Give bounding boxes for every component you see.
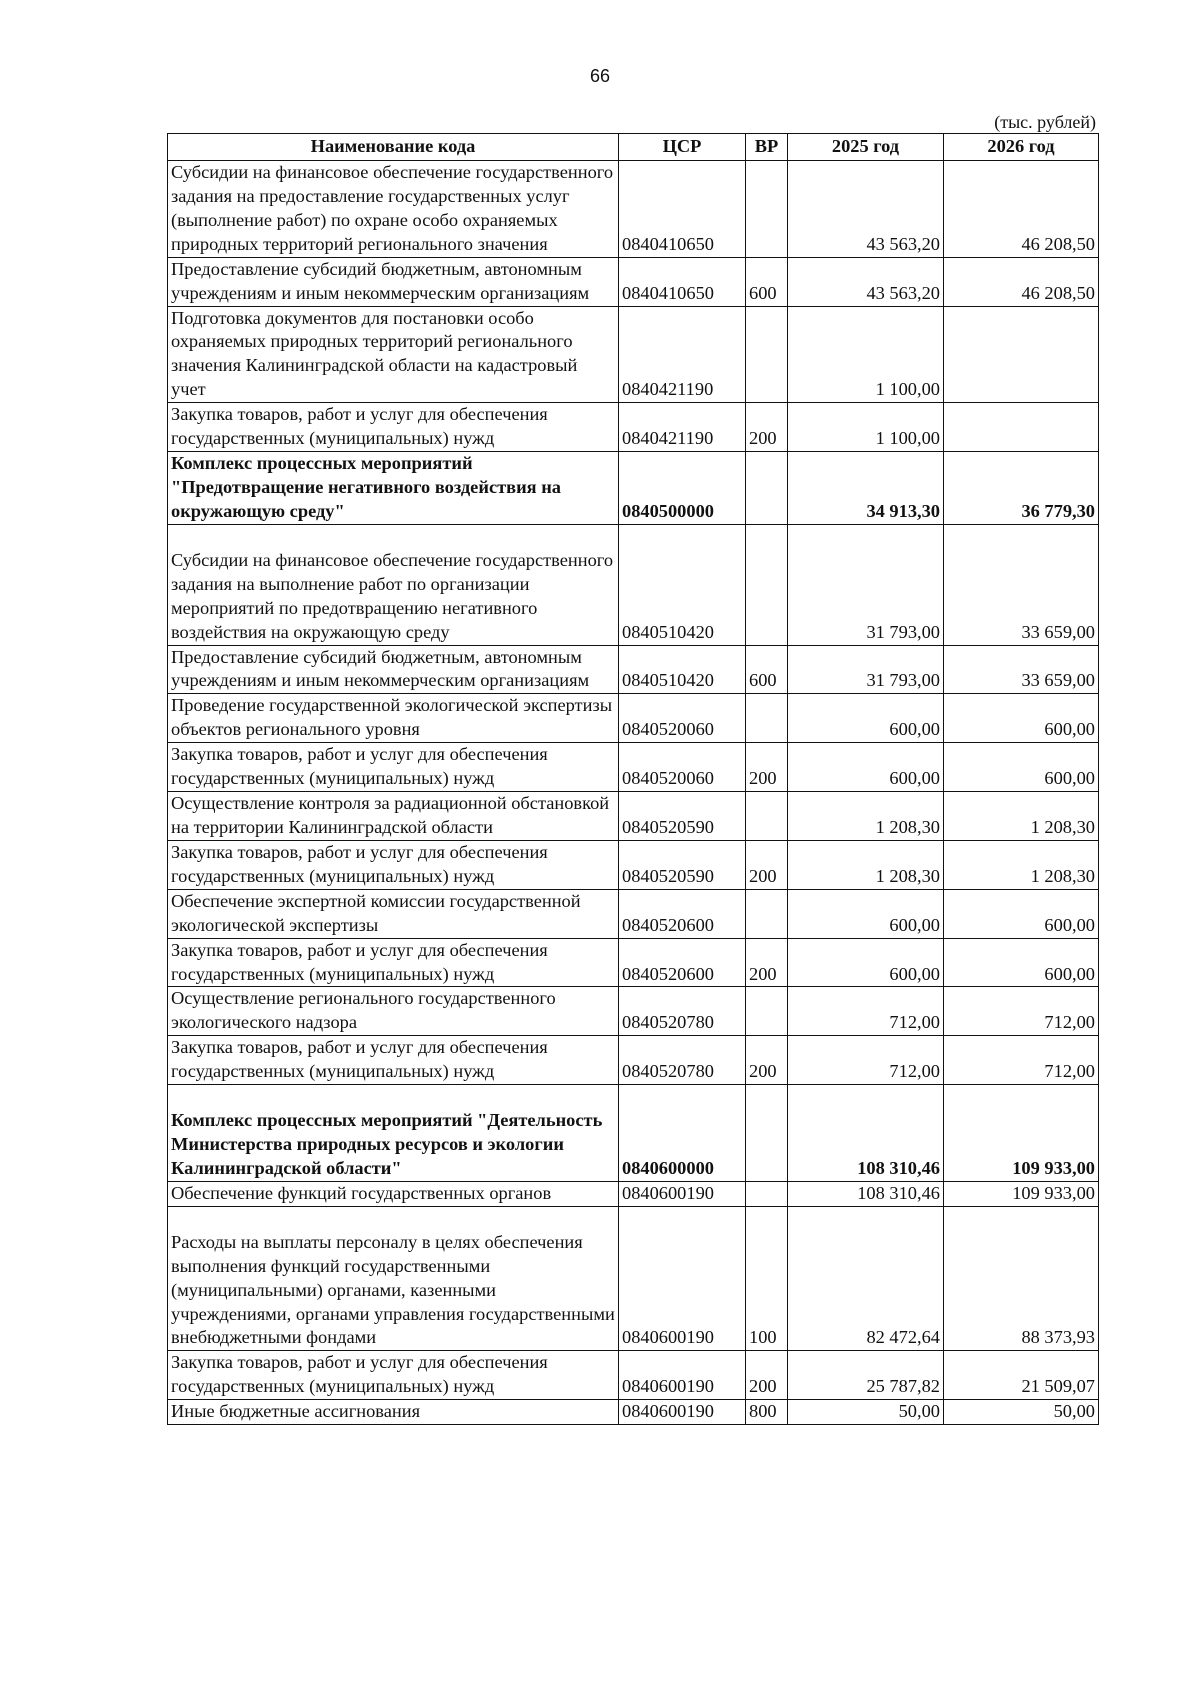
table-row (168, 403, 1099, 452)
cell-csr: 0840520780 (619, 1036, 746, 1085)
cell-2025: 50,00 (788, 1400, 944, 1425)
cell-csr: 0840520600 (619, 938, 746, 987)
cell-vr (746, 889, 788, 938)
cell-csr: 0840410650 (619, 257, 746, 306)
cell-2026: 50,00 (944, 1400, 1099, 1425)
units-label: (тыс. рублей) (994, 112, 1096, 132)
cell-2026: 600,00 (944, 889, 1099, 938)
cell-2025: 34 913,30 (788, 452, 944, 525)
cell-2026: 600,00 (944, 743, 1099, 792)
cell-csr: 0840520060 (619, 743, 746, 792)
cell-name: Комплекс процессных мероприятий "Деятельность Министерства природных ресурсов и экологии Калининградской области" (168, 1085, 619, 1182)
cell-vr: 600 (746, 257, 788, 306)
cell-2025: 600,00 (788, 694, 944, 743)
cell-2026: 712,00 (944, 987, 1099, 1036)
cell-2025: 31 793,00 (788, 645, 944, 694)
cell-2025: 712,00 (788, 1036, 944, 1085)
header-vr: ВР (746, 134, 788, 161)
cell-2025: 600,00 (788, 938, 944, 987)
cell-name: Предоставление субсидий бюджетным, автономным учреждениям и иным некоммерческим организациям (168, 257, 619, 306)
cell-csr: 0840520780 (619, 987, 746, 1036)
cell-csr: 0840600190 (619, 1351, 746, 1400)
cell-name: Подготовка документов для постановки особо охраняемых природных территорий регионального значения Калининградской области на кадастровый учет (168, 306, 619, 403)
cell-name: Осуществление регионального государственного экологического надзора (168, 987, 619, 1036)
table-row (168, 524, 1099, 645)
cell-vr (746, 161, 788, 258)
table-row (168, 1351, 1099, 1400)
cell-name: Обеспечение экспертной комиссии государственной экологической экспертизы (168, 889, 619, 938)
cell-vr: 100 (746, 1206, 788, 1351)
header-2026: 2026 год (944, 134, 1099, 161)
cell-2026: 109 933,00 (944, 1085, 1099, 1182)
cell-2025: 43 563,20 (788, 257, 944, 306)
cell-name: Иные бюджетные ассигнования (168, 1400, 619, 1425)
table-row (168, 645, 1099, 694)
cell-csr: 0840510420 (619, 524, 746, 645)
cell-vr (746, 452, 788, 525)
cell-name: Субсидии на финансовое обеспечение государственного задания на выполнение работ по организации мероприятий по предотвращению негативного воздействия на окружающую среду (168, 524, 619, 645)
cell-csr: 0840600190 (619, 1181, 746, 1206)
cell-vr: 200 (746, 840, 788, 889)
cell-2026: 88 373,93 (944, 1206, 1099, 1351)
cell-2026: 1 208,30 (944, 840, 1099, 889)
cell-name: Закупка товаров, работ и услуг для обеспечения государственных (муниципальных) нужд (168, 743, 619, 792)
page-number: 66 (589, 66, 611, 86)
cell-vr (746, 694, 788, 743)
cell-2025: 600,00 (788, 889, 944, 938)
cell-vr: 200 (746, 1351, 788, 1400)
cell-name: Осуществление контроля за радиационной обстановкой на территории Калининградской области (168, 792, 619, 841)
cell-name: Обеспечение функций государственных органов (168, 1181, 619, 1206)
cell-csr: 0840410650 (619, 161, 746, 258)
cell-name: Закупка товаров, работ и услуг для обеспечения государственных (муниципальных) нужд (168, 403, 619, 452)
cell-2025: 108 310,46 (788, 1181, 944, 1206)
cell-2026: 46 208,50 (944, 161, 1099, 258)
cell-2026 (944, 403, 1099, 452)
cell-2026 (944, 306, 1099, 403)
cell-vr: 200 (746, 403, 788, 452)
table-row (168, 161, 1099, 258)
cell-csr: 0840510420 (619, 645, 746, 694)
table-row (168, 743, 1099, 792)
cell-2025: 43 563,20 (788, 161, 944, 258)
cell-csr: 0840520590 (619, 792, 746, 841)
cell-vr: 200 (746, 743, 788, 792)
cell-name: Закупка товаров, работ и услуг для обеспечения государственных (муниципальных) нужд (168, 840, 619, 889)
table-row (168, 257, 1099, 306)
cell-2025: 1 208,30 (788, 792, 944, 841)
table-row (168, 840, 1099, 889)
cell-2025: 1 100,00 (788, 306, 944, 403)
table-row (168, 1036, 1099, 1085)
cell-name: Закупка товаров, работ и услуг для обеспечения государственных (муниципальных) нужд (168, 1351, 619, 1400)
cell-2026: 33 659,00 (944, 524, 1099, 645)
table-row (168, 889, 1099, 938)
cell-vr (746, 987, 788, 1036)
cell-name: Расходы на выплаты персоналу в целях обеспечения выполнения функций государственными (муниципальными) органами, казенными учреждениями, органами управления государственными внебюджетными фондами (168, 1206, 619, 1351)
cell-2025: 1 100,00 (788, 403, 944, 452)
cell-name: Закупка товаров, работ и услуг для обеспечения государственных (муниципальных) нужд (168, 1036, 619, 1085)
cell-2025: 108 310,46 (788, 1085, 944, 1182)
cell-2026: 712,00 (944, 1036, 1099, 1085)
cell-2026: 600,00 (944, 694, 1099, 743)
table-row-section (168, 452, 1099, 525)
cell-name: Закупка товаров, работ и услуг для обеспечения государственных (муниципальных) нужд (168, 938, 619, 987)
cell-2026: 33 659,00 (944, 645, 1099, 694)
table-row-section (168, 1085, 1099, 1182)
cell-name: Субсидии на финансовое обеспечение государственного задания на предоставление государственных услуг (выполнение работ) по охране особо охраняемых природных территорий регионального значения (168, 161, 619, 258)
cell-csr: 0840520060 (619, 694, 746, 743)
cell-vr (746, 524, 788, 645)
cell-name: Проведение государственной экологической экспертизы объектов регионального уровня (168, 694, 619, 743)
cell-vr (746, 792, 788, 841)
budget-table (167, 133, 1099, 1425)
cell-2026: 600,00 (944, 938, 1099, 987)
cell-2025: 712,00 (788, 987, 944, 1036)
cell-2025: 31 793,00 (788, 524, 944, 645)
cell-2026: 1 208,30 (944, 792, 1099, 841)
table-row (168, 987, 1099, 1036)
cell-2026: 21 509,07 (944, 1351, 1099, 1400)
header-csr: ЦСР (619, 134, 746, 161)
cell-csr: 0840520600 (619, 889, 746, 938)
cell-2026: 109 933,00 (944, 1181, 1099, 1206)
cell-csr: 0840421190 (619, 403, 746, 452)
cell-vr: 200 (746, 938, 788, 987)
cell-vr (746, 1181, 788, 1206)
cell-vr: 200 (746, 1036, 788, 1085)
cell-name: Комплекс процессных мероприятий "Предотвращение негативного воздействия на окружающую среду" (168, 452, 619, 525)
cell-vr: 800 (746, 1400, 788, 1425)
header-2025: 2025 год (788, 134, 944, 161)
cell-2025: 1 208,30 (788, 840, 944, 889)
cell-vr (746, 1085, 788, 1182)
table-row (168, 694, 1099, 743)
cell-csr: 0840600000 (619, 1085, 746, 1182)
table-header-row (168, 134, 1099, 161)
table-row (168, 938, 1099, 987)
cell-csr: 0840600190 (619, 1400, 746, 1425)
table-row (168, 1400, 1099, 1425)
cell-vr (746, 306, 788, 403)
cell-csr: 0840421190 (619, 306, 746, 403)
cell-2025: 82 472,64 (788, 1206, 944, 1351)
cell-csr: 0840600190 (619, 1206, 746, 1351)
table-row (168, 792, 1099, 841)
cell-name: Предоставление субсидий бюджетным, автономным учреждениям и иным некоммерческим организациям (168, 645, 619, 694)
cell-2026: 36 779,30 (944, 452, 1099, 525)
cell-2025: 600,00 (788, 743, 944, 792)
table-row (168, 1206, 1099, 1351)
table-row (168, 1181, 1099, 1206)
cell-csr: 0840520590 (619, 840, 746, 889)
header-name: Наименование кода (168, 134, 619, 161)
cell-csr: 0840500000 (619, 452, 746, 525)
cell-2026: 46 208,50 (944, 257, 1099, 306)
cell-vr: 600 (746, 645, 788, 694)
cell-2025: 25 787,82 (788, 1351, 944, 1400)
table-row (168, 306, 1099, 403)
